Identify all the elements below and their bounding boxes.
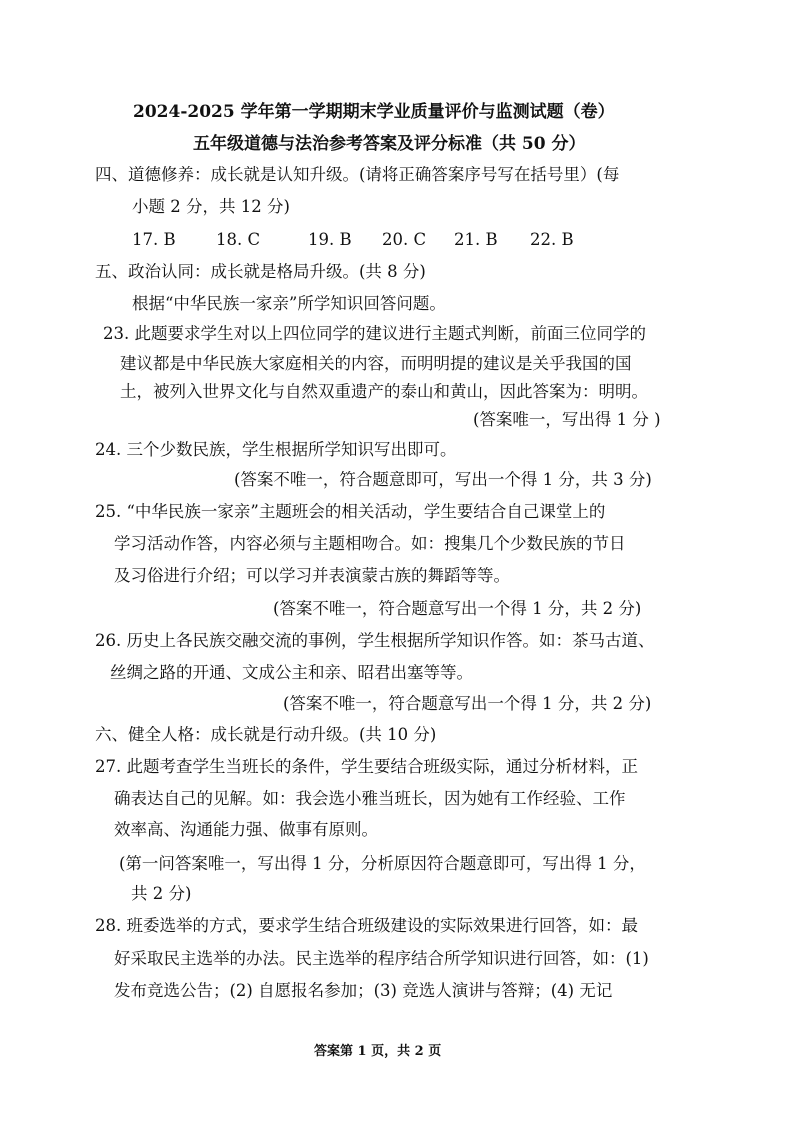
section4-heading: 四、道德修养：成长就是认知升级。(请将正确答案序号写在括号里）(每 xyxy=(95,165,620,184)
answer-20: 20. C xyxy=(382,230,427,249)
q26-score: (答案不唯一，符合题意写出一个得 1 分，共 2 分) xyxy=(283,694,652,713)
q28-line-3: 发布竞选公告；(2) 自愿报名参加；(3) 竞选人演讲与答辩；(4) 无记 xyxy=(114,981,613,1000)
answer-22: 22. B xyxy=(530,230,574,249)
section4-answers xyxy=(132,229,574,251)
section6-heading: 六、健全人格：成长就是行动升级。(共 10 分) xyxy=(95,725,437,744)
q27-line-1: 27. 此题考查学生当班长的条件，学生要结合班级实际，通过分析材料，正 xyxy=(95,757,638,776)
q23-line-1: 23. 此题要求学生对以上四位同学的建议进行主题式判断，前面三位同学的 xyxy=(103,324,646,343)
q26-line-1: 26. 历史上各民族交融交流的事例，学生根据所学知识作答。如：茶马古道、 xyxy=(95,631,655,650)
title-line-1: 2024-2025 学年第一学期期末学业质量评价与监测试题（卷） xyxy=(133,102,615,122)
q27-line-3: 效率高、沟通能力强、做事有原则。 xyxy=(114,820,378,839)
section4-heading-cont: 小题 2 分，共 12 分) xyxy=(132,197,290,216)
q24-score: (答案不唯一，符合题意即可，写出一个得 1 分，共 3 分) xyxy=(234,470,652,489)
q28-line-2: 好采取民主选举的办法。民主选举的程序结合所学知识进行回答，如：(1) xyxy=(114,949,649,968)
q26-line-2: 丝绸之路的开通、文成公主和亲、昭君出塞等等。 xyxy=(110,663,473,682)
answer-18: 18. C xyxy=(216,230,261,249)
q27-line-2: 确表达自己的见解。如：我会选小雅当班长，因为她有工作经验、工作 xyxy=(114,789,626,808)
q25-line-2: 学习活动作答，内容必须与主题相吻合。如：搜集几个少数民族的节日 xyxy=(114,534,626,553)
answer-17: 17. B xyxy=(132,230,176,249)
q23-line-3: 土，被列入世界文化与自然双重遗产的泰山和黄山，因此答案为：明明。 xyxy=(120,382,648,401)
q25-score: (答案不唯一，符合题意写出一个得 1 分，共 2 分) xyxy=(273,599,642,618)
q27-score-line-2: 共 2 分) xyxy=(131,884,192,903)
q28-line-1: 28. 班委选举的方式，要求学生结合班级建设的实际效果进行回答，如：最 xyxy=(95,916,638,935)
answer-19: 19. B xyxy=(308,230,352,249)
q25-line-1: 25. “中华民族一家亲”主题班会的相关活动，学生要结合自己课堂上的 xyxy=(95,502,606,521)
q23-line-2: 建议都是中华民族大家庭相关的内容，而明明提的建议是关乎我国的国 xyxy=(120,354,632,373)
answer-21: 21. B xyxy=(454,230,498,249)
page-footer: 答案第 1 页，共 2 页 xyxy=(314,1044,442,1059)
q25-line-3: 及习俗进行介绍；可以学习并表演蒙古族的舞蹈等等。 xyxy=(114,566,510,585)
title-line-2: 五年级道德与法治参考答案及评分标准（共 50 分） xyxy=(193,134,586,154)
section5-heading: 五、政治认同：成长就是格局升级。(共 8 分) xyxy=(95,262,426,281)
section5-intro: 根据“中华民族一家亲”所学知识回答问题。 xyxy=(132,294,446,313)
q27-score-line-1: (第一问答案唯一，写出得 1 分，分析原因符合题意即可，写出得 1 分， xyxy=(119,854,646,873)
q23-score: (答案唯一，写出得 1 分 ) xyxy=(473,410,661,429)
q24: 24. 三个少数民族，学生根据所学知识写出即可。 xyxy=(95,440,457,459)
